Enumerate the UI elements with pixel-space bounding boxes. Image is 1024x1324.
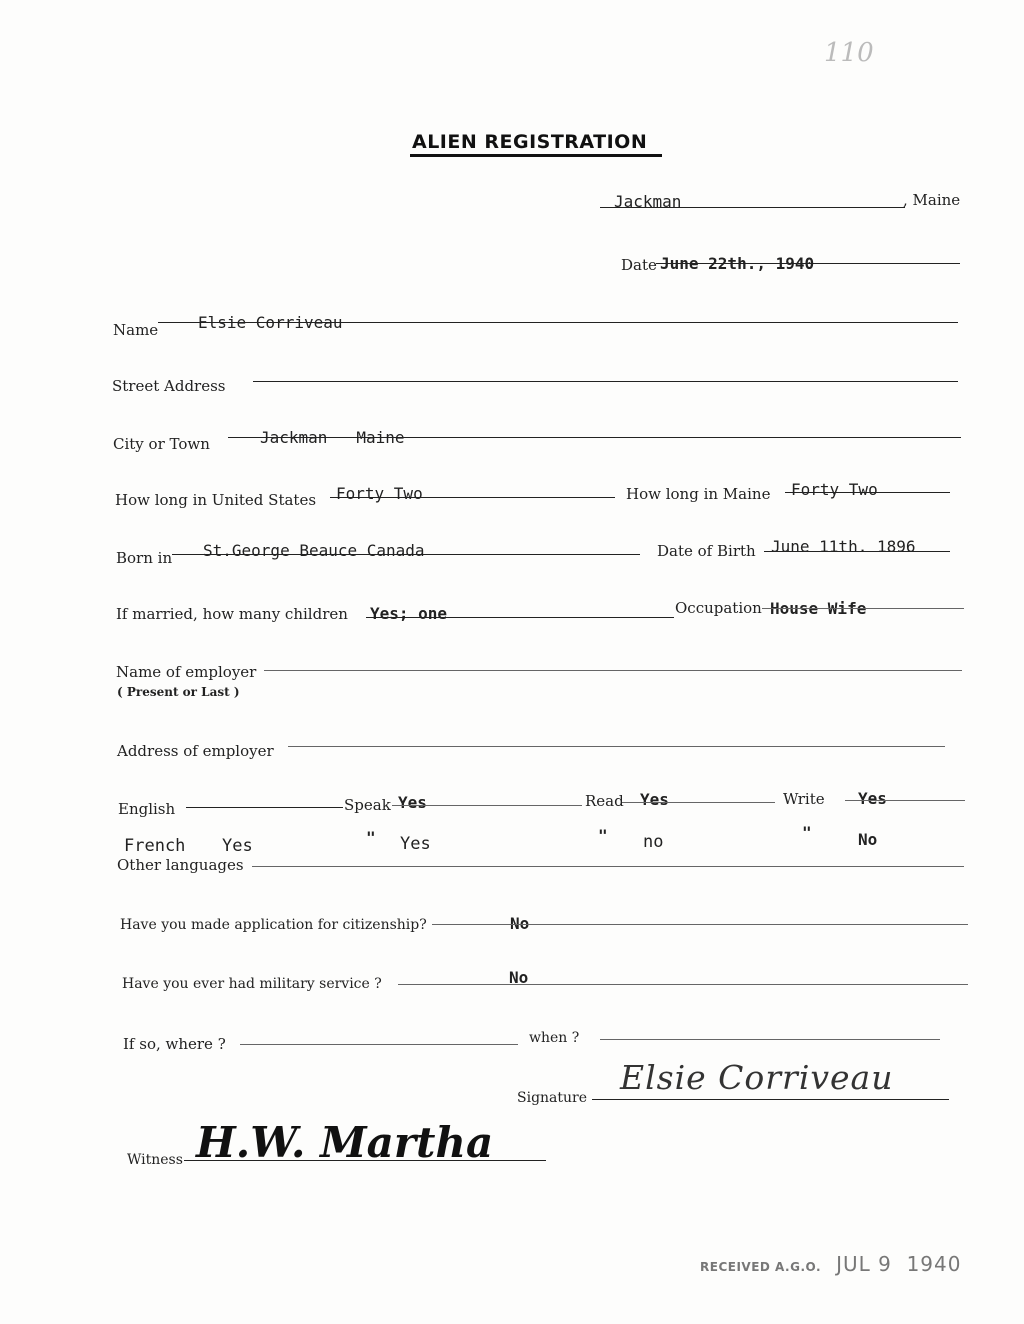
dob-value: June 11th. 1896 [771,537,916,556]
children-value: Yes; one [370,604,448,623]
witness-handwriting: H.W. Martha [196,1118,494,1167]
citizenship-value: No [510,914,530,933]
military-label: Have you ever had military service ? [122,976,382,992]
french-speak-value: Yes [400,834,431,854]
other-languages-label: Other languages [117,856,244,874]
where-label: If so, where ? [123,1035,226,1053]
city-value: Jackman Maine [260,428,405,447]
city-line [228,437,961,438]
french-write-value: No [858,830,878,849]
where-line [240,1044,518,1045]
other-languages-line [252,866,964,867]
date-line [656,263,960,264]
french-name: French [124,836,186,856]
street-label: Street Address [112,377,226,395]
city-label: City or Town [113,435,210,453]
children-label: If married, how many children [116,605,348,623]
maine-years-line [785,492,950,493]
signature-handwriting: Elsie Corriveau [620,1058,894,1097]
occupation-line [762,608,964,609]
us-years-line [330,497,615,498]
english-write-line [845,800,965,801]
read-label: Read [585,792,624,810]
citizenship-line [432,924,968,925]
born-label: Born in [116,549,173,567]
english-speak-value: Yes [398,793,427,812]
employer-address-label: Address of employer [117,742,274,760]
born-value: St.George Beauce Canada [203,541,425,560]
maine-years-label: How long in Maine [626,485,771,503]
location-state: , Maine [903,191,961,209]
us-years-value: Forty Two [336,484,423,503]
french-read-value: no [643,832,664,852]
english-label: English [118,800,176,818]
when-line [600,1039,940,1040]
dob-label: Date of Birth [657,542,756,560]
children-line [366,617,674,618]
english-write-value: Yes [858,789,887,808]
when-label: when ? [529,1030,580,1046]
page-number-note: 110 [824,38,874,68]
stamp-date: JUL 9 1940 [836,1252,962,1276]
english-read-value: Yes [640,790,669,809]
write-label: Write [783,790,825,808]
form-title: ALIEN REGISTRATION [412,131,648,153]
english-line [186,807,343,808]
employer-label: Name of employer [116,663,257,681]
english-read-line [622,802,775,803]
military-line [398,984,968,985]
location-town: Jackman [614,192,682,211]
born-line [172,554,640,555]
dob-line [764,551,950,552]
speak-label: Speak [344,796,391,814]
maine-years-value: Forty Two [791,480,878,499]
ditto-read: " [598,826,608,845]
title-underline [410,154,662,157]
signature-label: Signature [517,1090,588,1106]
french-yes: Yes [222,836,253,856]
ditto-speak: " [366,828,376,847]
occupation-value: House Wife [770,599,867,618]
name-value: Elsie Corriveau [198,313,343,332]
witness-label: Witness [127,1152,183,1168]
employer-sublabel: ( Present or Last ) [117,685,240,699]
ditto-write: " [802,823,812,842]
employer-line [264,670,962,671]
name-line [158,322,958,323]
location-line [600,207,905,208]
military-value: No [509,968,529,987]
english-speak-line [392,805,582,806]
received-stamp [700,1252,961,1276]
date-label: Date [621,256,657,274]
name-label: Name [113,321,159,339]
us-years-label: How long in United States [115,491,317,509]
employer-address-line [288,746,945,747]
stamp-received-text: RECEIVED A.G.O. [700,1260,822,1274]
signature-line [592,1099,949,1100]
date-value: June 22th., 1940 [660,254,815,273]
citizenship-label: Have you made application for citizenship? [120,917,427,933]
occupation-label: Occupation [675,599,762,617]
street-line [253,381,958,382]
